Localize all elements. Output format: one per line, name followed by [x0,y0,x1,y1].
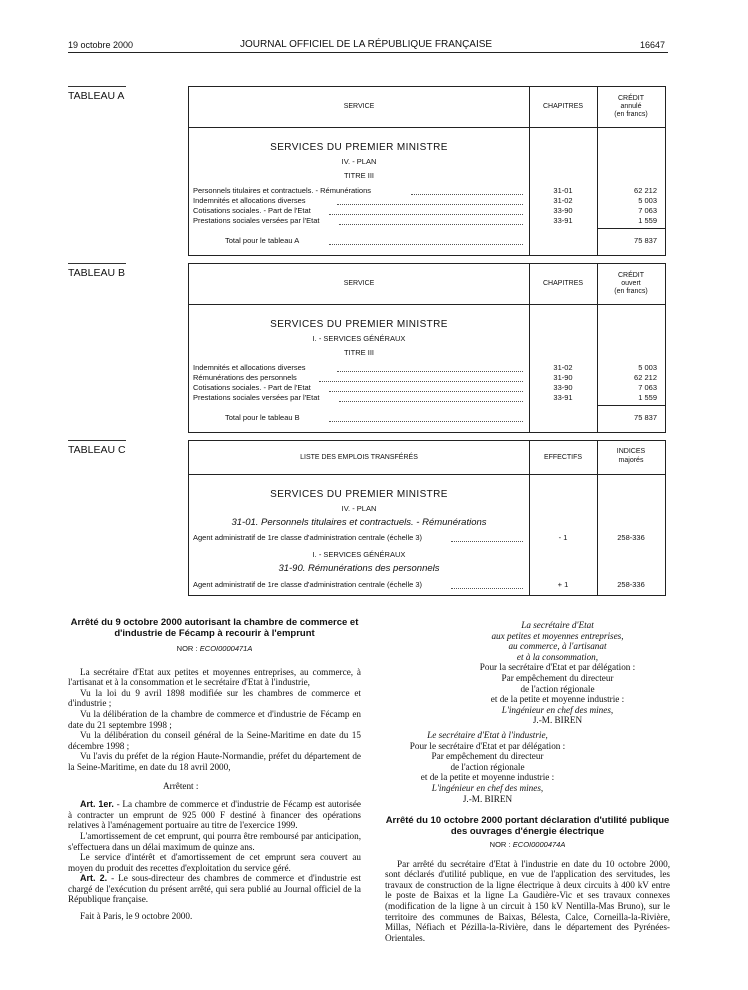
col-chapitres: CHAPITRES [542,280,584,287]
sig3-line: de l'action régionale [450,761,525,772]
header-rule [68,52,668,53]
col-indices: INDICES [616,448,646,455]
chapter2: 31-90. Rémunérations des personnels [278,563,440,574]
row-chap: 33-91 [553,393,573,402]
total-amount: 75 837 [634,413,657,422]
section: I. - SERVICES GÉNÉRAUX [312,334,406,343]
tableau-a-rule [68,86,126,87]
ministry: SERVICES DU PREMIER MINISTRE [270,319,448,330]
total-label: Total pour le tableau A [225,236,300,245]
sig3-line: et de la petite et moyenne industrie : [420,772,555,783]
fait-a-paris: Fait à Paris, le 9 octobre 2000. [80,911,193,922]
sig3-line: L'ingénieur en chef des mines, [431,782,544,793]
row-chap: 33-91 [553,216,573,225]
header-date: 19 octobre 2000 [68,40,134,50]
col-credit: CRÉDIT [617,95,645,102]
sig1-line: aux petites et moyennes entreprises, [491,630,624,641]
row-amount: 62 212 [634,186,657,195]
sig2-signature: J.-M. BIREN [532,715,583,726]
paragraph: Vu la délibération de la chambre de commerce et d'industrie de Fécamp en date du 21 septembre 1998 ; [68,708,361,730]
sig3-line: Le secrétaire d'Etat à l'industrie, [427,729,548,740]
tableau-b-head [189,264,665,305]
row-amount: 1 559 [638,216,657,225]
tableau-c-head [189,441,665,475]
tableau-a [188,86,666,256]
art1-text: - La chambre de commerce et d'industrie de Fécamp est autorisée à contracter un emprunt de 925 000 F destiné à financer des opérations relatives à l'aménagement portuaire au titre de l'exercice 1999. [68,799,361,831]
row-label: Indemnités et allocations diverses [193,196,306,205]
sig2-line: et de la petite et moyenne industrie : [490,694,625,705]
paragraph: Vu la loi du 9 avril 1898 modifiée sur les chambres de commerce et d'industrie ; [68,687,361,709]
col-liste: LISTE DES EMPLOIS TRANSFÉRÉS [300,454,418,461]
row-chap: 31-01 [553,186,573,195]
titre: TITRE III [344,171,374,180]
row-chap: 31-02 [553,196,573,205]
section1: IV. - PLAN [341,504,377,513]
row-label: Agent administratif de 1re classe d'administration centrale (échelle 3) [193,580,423,589]
tableau-b-rule [68,263,126,264]
art2-label: Art. 2. [80,873,108,884]
row-label: Agent administratif de 1re classe d'administration centrale (échelle 3) [193,533,423,542]
tableau-c [188,440,666,596]
nor-code: ECOI0000471A [199,644,253,653]
nor-label: NOR : [176,644,198,653]
total-amount: 75 837 [634,236,657,245]
row-label: Prestations sociales versées par l'Etat [193,216,320,225]
journal-title: JOURNAL OFFICIEL DE LA RÉPUBLIQUE FRANÇAISE [240,39,493,50]
art2-text: - Le sous-directeur des chambres de commerce et d'industrie est chargé de l'exécution du présent arrêté, qui sera publié au Journal officiel de la République française. [68,873,361,905]
tableau-c-label: TABLEAU C [68,444,126,456]
row-amount: 7 063 [638,206,657,215]
row-label: Indemnités et allocations diverses [193,363,306,372]
art1-label: Art. 1er. [80,799,114,810]
row-ind: 258-336 [617,580,645,589]
row-amount: 1 559 [638,393,657,402]
right-column [385,620,670,943]
ministry: SERVICES DU PREMIER MINISTRE [270,489,448,500]
arrete2-body: Par arrêté du secrétaire d'Etat à l'industrie en date du 10 octobre 2000, sont déclarés d'utilité publique, en vue de l'application des servitudes, les travaux de construction de la ligne électrique à deux circuits à 400 kV entre le poste de Baixas et la ligne La Gaudière-Vic et ses travaux connexes (modification de la ligne à un circuit à 150 kV Nentilla-Mas Bruno), sur le territoire des communes de Baixas, Bélesta, Calce, Corneilla-la-Rivière, Millas, Néfiach et Pézilla-la-Rivière, dans le département des Pyrénées-Orientales. [385,858,670,943]
section: IV. - PLAN [341,157,377,166]
row-chap: 31-02 [553,363,573,372]
tableau-b [188,263,666,433]
arrete-title: Arrêté du 9 octobre 2000 autorisant la chambre de commerce et d'industrie de Fécamp à recourir à l'emprunt [70,617,359,639]
col-effectifs: EFFECTIFS [543,454,583,461]
sig2-line: L'ingénieur en chef des mines, [501,704,614,715]
nor-label: NOR : [489,840,511,850]
row-amount: 5 003 [638,363,657,372]
sig1-line: au commerce, à l'artisanat [508,641,607,652]
paragraph: L'amortissement de cet emprunt, qui pourra être remboursé par anticipation, s'effectuera dans un délai maximum de quinze ans. [68,830,361,852]
paragraph: La secrétaire d'Etat aux petites et moyennes entreprises, au commerce, à l'artisanat et à la consommation et le secrétaire d'Etat à l'industrie, [68,666,361,688]
paragraph: Le service d'intérêt et d'amortissement de cet emprunt sera couvert au moyen du produit des recettes d'exploitation du service géré. [68,852,361,873]
nor-code: ECOI0000474A [512,840,566,850]
sig1-line: et à la consommation, [516,651,599,662]
left-column [68,618,361,922]
sig3-signature: J.-M. BIREN [462,793,513,804]
paragraph: Vu la délibération du conseil général de la Seine-Maritime en date du 15 décembre 1998 ; [68,730,361,751]
row-eff: + 1 [557,580,569,589]
arrete2-title: Arrêté du 10 octobre 2000 portant déclaration d'utilité publique des ouvrages d'énergie électrique [385,815,670,837]
row-label: Cotisations sociales. - Part de l'Etat [193,383,311,392]
tableau-a-label: TABLEAU A [68,90,125,102]
col-credit-sub1: annulé [620,103,642,110]
ministry: SERVICES DU PREMIER MINISTRE [270,142,448,153]
section2: I. - SERVICES GÉNÉRAUX [312,550,406,559]
row-chap: 33-90 [553,206,573,215]
col-indices-sub: majorés [618,457,644,464]
sig2-line: de l'action régionale [520,683,595,694]
arretent: Arrêtent : [163,780,199,791]
row-chap: 31-90 [553,373,573,382]
col-credit-sub2: (en francs) [614,288,648,295]
row-amount: 7 063 [638,383,657,392]
total-label: Total pour le tableau B [225,413,300,422]
col-credit: CRÉDIT [617,272,645,279]
sig3-line: Par empêchement du directeur [431,751,544,762]
sig1-line: La secrétaire d'Etat [521,620,594,630]
row-eff: - 1 [558,533,568,542]
row-chap: 33-90 [553,383,573,392]
page-number: 16647 [640,40,666,50]
sig3-line: Pour le secrétaire d'Etat et par délégation : [409,740,566,751]
col-credit-sub2: (en francs) [614,111,648,118]
col-service: SERVICE [343,280,375,287]
chapter1: 31-01. Personnels titulaires et contractuels. - Rémunérations [231,517,487,528]
row-label: Prestations sociales versées par l'Etat [193,393,320,402]
row-amount: 62 212 [634,373,657,382]
row-amount: 5 003 [638,196,657,205]
col-chapitres: CHAPITRES [542,103,584,110]
sig2-line: Par empêchement du directeur [501,672,614,683]
col-service: SERVICE [343,103,375,110]
row-ind: 258-336 [617,533,645,542]
sig2-line: Pour la secrétaire d'Etat et par délégation : [479,662,636,673]
row-label: Personnels titulaires et contractuels. - Rémunérations [193,186,372,195]
paragraph: Vu l'avis du préfet de la région Haute-Normandie, préfet du département de la Seine-Maritime, en date du 18 avril 2000, [68,751,361,772]
tableau-b-label: TABLEAU B [68,267,125,279]
titre: TITRE III [344,348,374,357]
row-label: Rémunérations des personnels [193,373,297,382]
row-label: Cotisations sociales. - Part de l'Etat [193,206,311,215]
col-credit-sub1: ouvert [621,280,641,287]
tableau-c-rule [68,440,126,441]
tableau-a-head [189,87,665,128]
